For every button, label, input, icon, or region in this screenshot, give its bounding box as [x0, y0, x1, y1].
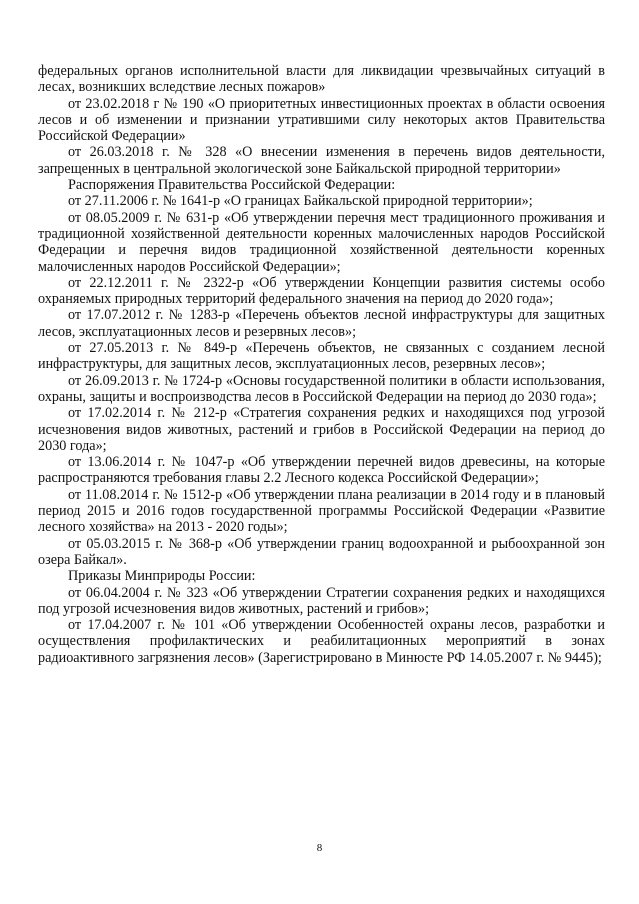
paragraph: федеральных органов исполнительной власти для ликвидации чрезвычайных ситуаций в лесах, возникших вследствие лесных пожаров»: [38, 63, 605, 96]
paragraph: от 11.08.2014 г. № 1512-р «Об утверждении плана реализации в 2014 году и в плановый период 2015 и 2016 годов государственной программы Российской Федерации «Развитие лесного хозяйства» на 2013 - 2020 годы»;: [38, 486, 605, 536]
paragraph: от 06.04.2004 г. № 323 «Об утверждении Стратегии сохранения редких и находящихся под угрозой исчезновения видов животных, растений и грибов»;: [38, 584, 605, 617]
paragraph: от 05.03.2015 г. № 368-р «Об утверждении границ водоохранной и рыбоохранной зон озера Байкал».: [38, 535, 605, 568]
paragraph: от 23.02.2018 г № 190 «О приоритетных инвестиционных проектах в области освоения лесов и об изменении и признании утратившими силу некоторых актов Правительства Российской Федерации»: [38, 95, 605, 145]
paragraph: Распоряжения Правительства Российской Федерации:: [68, 177, 396, 194]
paragraph: от 27.05.2013 г. № 849-р «Перечень объектов, не связанных с созданием лесной инфраструктуры, для защитных лесов, эксплуатационных лесов, резервных лесов»;: [38, 340, 605, 373]
paragraph: от 26.09.2013 г. № 1724-р «Основы государственной политики в области использования, охраны, защиты и воспроизводства лесов в Российской Федерации на период до 2030 года»;: [38, 372, 605, 405]
paragraph: от 27.11.2006 г. № 1641-р «О границах Байкальской природной территории»;: [68, 193, 533, 210]
paragraph: Приказы Минприроды России:: [68, 568, 256, 585]
paragraph: от 17.07.2012 г. № 1283-р «Перечень объектов лесной инфраструктуры для защитных лесов, эксплуатационных лесов и резервных лесов»;: [38, 307, 605, 340]
paragraph: от 08.05.2009 г. № 631-р «Об утверждении перечня мест традиционного проживания и традиционной хозяйственной деятельности коренных малочисленных народов Российской Федерации и перечня видов традиционной хозяйственной деятельности коренных малочисленных народов Российской Федерации»;: [38, 209, 605, 275]
paragraph: от 17.04.2007 г. № 101 «Об утверждении Особенностей охраны лесов, разработки и осуществления профилактических и реабилитационных мероприятий в зонах радиоактивного загрязнения лесов» (Зарегистрировано в Минюсте РФ 14.05.2007 г. № 9445);: [38, 617, 605, 666]
paragraph: от 26.03.2018 г. № 328 «О внесении изменения в перечень видов деятельности, запрещенных в центральной экологической зоне Байкальской природной территории»: [38, 144, 605, 177]
paragraph: от 13.06.2014 г. № 1047-р «Об утверждении перечней видов древесины, на которые распространяются требования главы 2.2 Лесного кодекса Российской Федерации»;: [38, 454, 605, 487]
paragraph: от 22.12.2011 г. № 2322-р «Об утверждении Концепции развития системы особо охраняемых природных территорий федерального значения на период до 2020 года»;: [38, 274, 605, 308]
document-body: [38, 63, 605, 666]
paragraph: от 17.02.2014 г. № 212-р «Стратегия сохранения редких и находящихся под угрозой исчезновения видов животных, растений и грибов в Российской Федерации на период до 2030 года»;: [38, 405, 605, 454]
page-number: 8: [316, 842, 323, 854]
